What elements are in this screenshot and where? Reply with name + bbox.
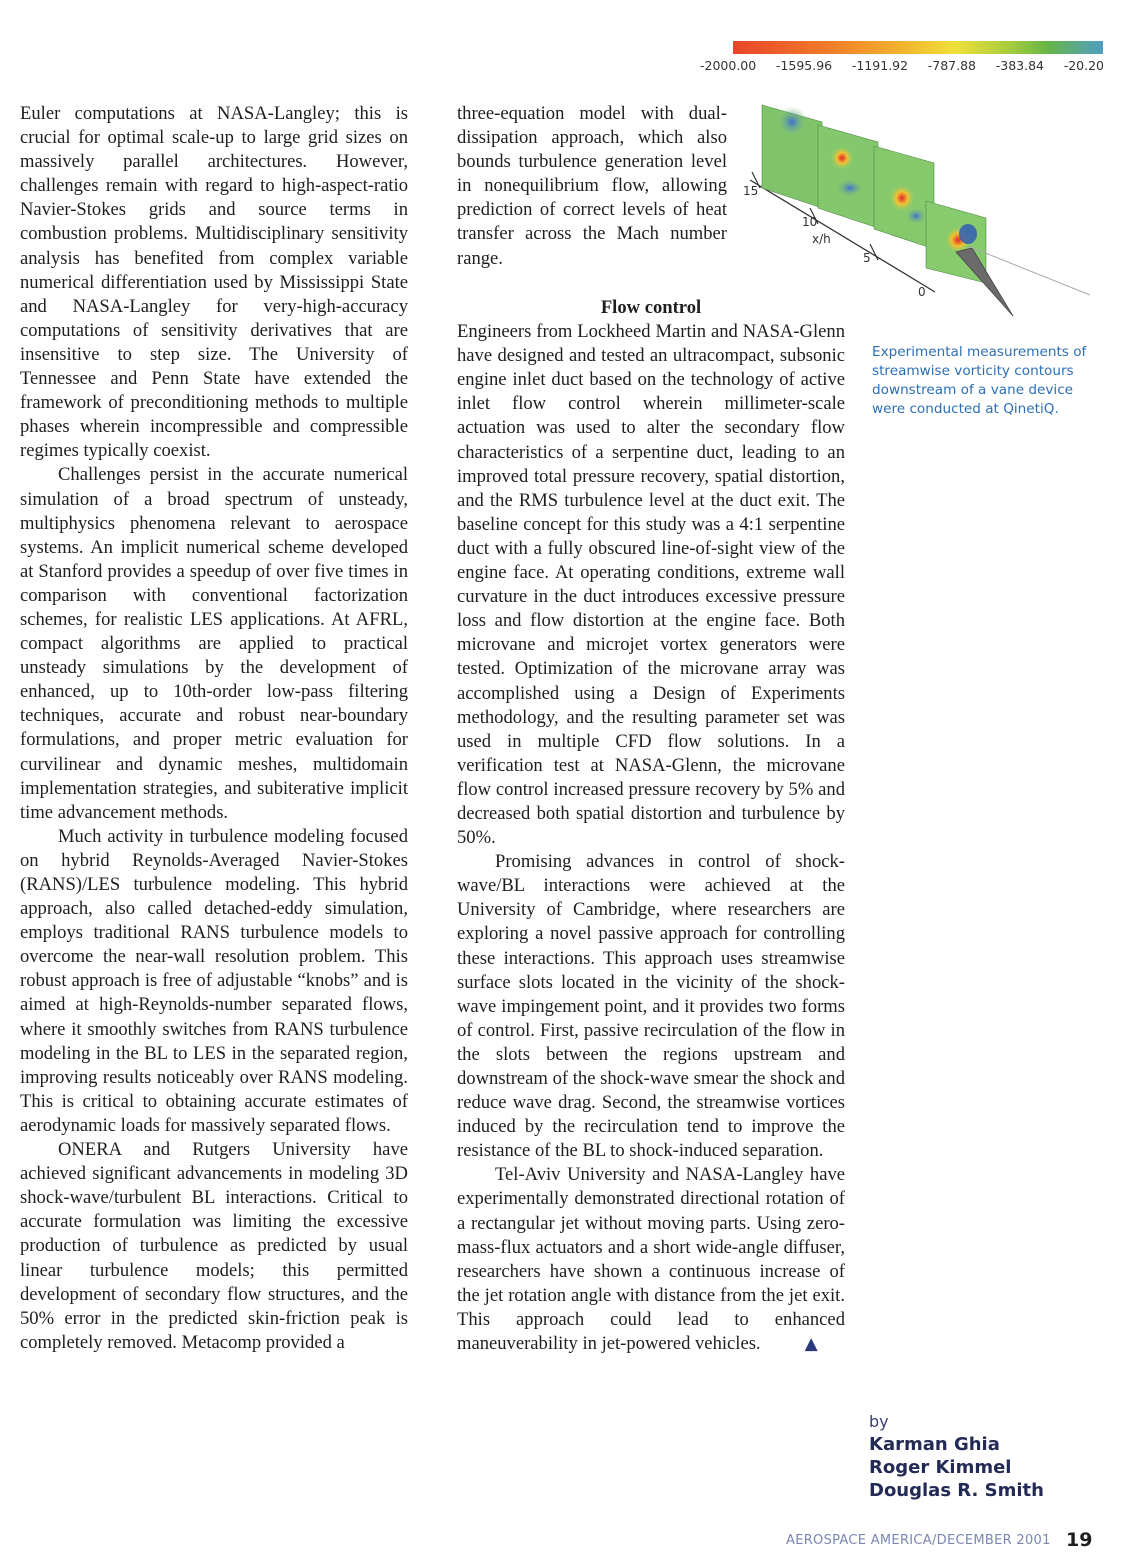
article-column-right (457, 296, 845, 1356)
article-column-right-top (457, 102, 727, 271)
colorbar-legend (733, 41, 1103, 54)
author-name: Roger Kimmel (869, 1457, 1012, 1478)
axis-tick-label: 0 (918, 285, 926, 299)
paragraph: Much activity in turbulence modeling focused on hybrid Reynolds-Averaged Navier-Stokes (RANS)/LES turbulence modeling. This hybrid approach, also called detached-eddy simulation, employs traditional RANS turbulence models to overcome the near-wall resolution problem. This robust approach is free of adjustable “knobs” and is aimed at high-Reynolds-number separated flows, where it smoothly switches from RANS turbulence modeling in the BL to LES in the separated region, improving results noticeably over RANS modeling. This is critical to obtaining accurate estimates of aerodynamic loads for massively separated flows. (20, 825, 408, 1136)
byline (869, 1412, 1119, 1502)
colorbar-label: -383.84 (995, 58, 1044, 73)
axis-tick-label: 10 (802, 215, 818, 229)
axis-tick (870, 244, 878, 260)
axis-tick-label: 5 (863, 251, 871, 265)
author-name: Douglas R. Smith (869, 1480, 1044, 1501)
paragraph (457, 1163, 845, 1356)
colorbar-label: -1595.96 (775, 58, 833, 73)
journal-footer: AEROSPACE AMERICA/DECEMBER 2001 (786, 1533, 1051, 1548)
colorbar-label: -2000.00 (700, 58, 757, 73)
paragraph: Euler computations at NASA-Langley; this is crucial for optimal scale-up to large grid sizes on massively parallel architectures. However, challenges remain with regard to high-aspect-ratio Navier-Stokes grids and source terms in combustion problems. Multidisciplinary sensitivity analysis has benefited from complex variable numerical differentiation used by Mississippi State and NASA-Langley for very-high-accuracy computations of sensitivity derivatives that are insensitive to step size. The University of Tennessee and Penn State have extended the framework of preconditioning methods to multiple phases wherein incompressible and compressible regimes typically coexist. (20, 103, 408, 462)
byline-by: by (869, 1412, 889, 1431)
axis-tick-label: 15 (743, 184, 759, 198)
contour-plane (818, 125, 878, 228)
page-number: 19 (1066, 1529, 1093, 1551)
colorbar-label: -787.88 (927, 58, 977, 73)
contour-plane (874, 146, 934, 249)
paragraph: Challenges persist in the accurate numerical simulation of a broad spectrum of unsteady, multiphysics phenomena relevant to aerospace systems. An implicit numerical scheme developed at Stanford provides a speedup of over five times in comparison with conventional factorization schemes, for realistic LES applications. At AFRL, compact algorithms are applied to practical unsteady simulations by the development of enhanced, up to 10th-order low-pass filtering techniques, accurate and robust near-boundary formulations, and proper metric evaluation for curvilinear and dynamic meshes, multidomain implementation strategies, and subiterative implicit time advancement methods. (20, 464, 408, 823)
colorbar-label: -20.20 (1063, 58, 1104, 73)
paragraph: three-equation model with dual-dissipation approach, which also bounds turbulence generation level in nonequilibrium flow, allowing prediction of correct levels of heat transfer across the Mach number range. (457, 103, 727, 269)
article-column-left (20, 102, 408, 1355)
paragraph: ONERA and Rutgers University have achieved significant advancements in modeling 3D shock-wave/turbulent BL interactions. Critical to accurate formulation was limiting the excessive production of turbulence as predicted by usual linear turbulence models; this permitted development of secondary flow structures, and the 50% error in the predicted skin-friction peak is completely removed. Metacomp provided a (20, 1139, 408, 1353)
end-mark-icon: ▲ (804, 1334, 818, 1355)
colorbar-labels (700, 58, 1104, 73)
paragraph: Promising advances in control of shock-wave/BL interactions were achieved at the University of Cambridge, where researchers are exploring a novel passive approach for controlling these interactions. This approach uses streamwise surface slots located in the vicinity of the shock-wave impingement point, and it provides two forms of control. First, passive recirculation of the flow in the slots between the regions upstream and downstream of the shock-wave smear the shock and reduce wave drag. Second, the streamwise vortices induced by the recirculation tend to improve the resistance of the BL to shock-induced separation. (457, 851, 845, 1162)
author-name: Karman Ghia (869, 1434, 1000, 1455)
figure-caption: Experimental measurements of streamwise vorticity contours downstream of a vane device were conducted at QinetiQ. (872, 344, 1087, 417)
axis-label: x/h (812, 232, 831, 246)
section-heading: Flow control (600, 297, 702, 318)
paragraph-text: Tel-Aviv University and NASA-Langley have experimentally demonstrated directional rotation of a rectangular jet without moving parts. Using zero-mass-flux actuators and a short wide-angle diffuser, researchers have shown a continuous increase of the jet rotation angle with distance from the jet exit. This approach could lead to enhanced maneuverability in jet-powered vehicles. (457, 1164, 845, 1355)
paragraph: Engineers from Lockheed Martin and NASA-Glenn have designed and tested an ultracompact, subsonic engine inlet duct based on the technology of active inlet flow control wherein millimeter-scale actuation was used to alter the secondary flow characteristics of a serpentine duct, leading to an improved total pressure recovery, spatial distortion, and the RMS turbulence level at the duct exit. The baseline concept for this study was a 4:1 serpentine duct with a fully obscured line-of-sight view of the engine face. At operating conditions, extreme wall curvature in the duct introduces excessive pressure loss and flow distortion at the engine face. Both microvane and microjet vortex generators were tested. Optimization of the microvane array was accomplished using a Design of Experiments methodology, and the resulting parameter set was used in multiple CFD flow solutions. In a verification test at NASA-Glenn, the microvane flow control increased pressure recovery by 5% and decreased both spatial distortion and turbulence by 50%. (457, 321, 845, 849)
colorbar-label: -1191.92 (851, 58, 909, 73)
